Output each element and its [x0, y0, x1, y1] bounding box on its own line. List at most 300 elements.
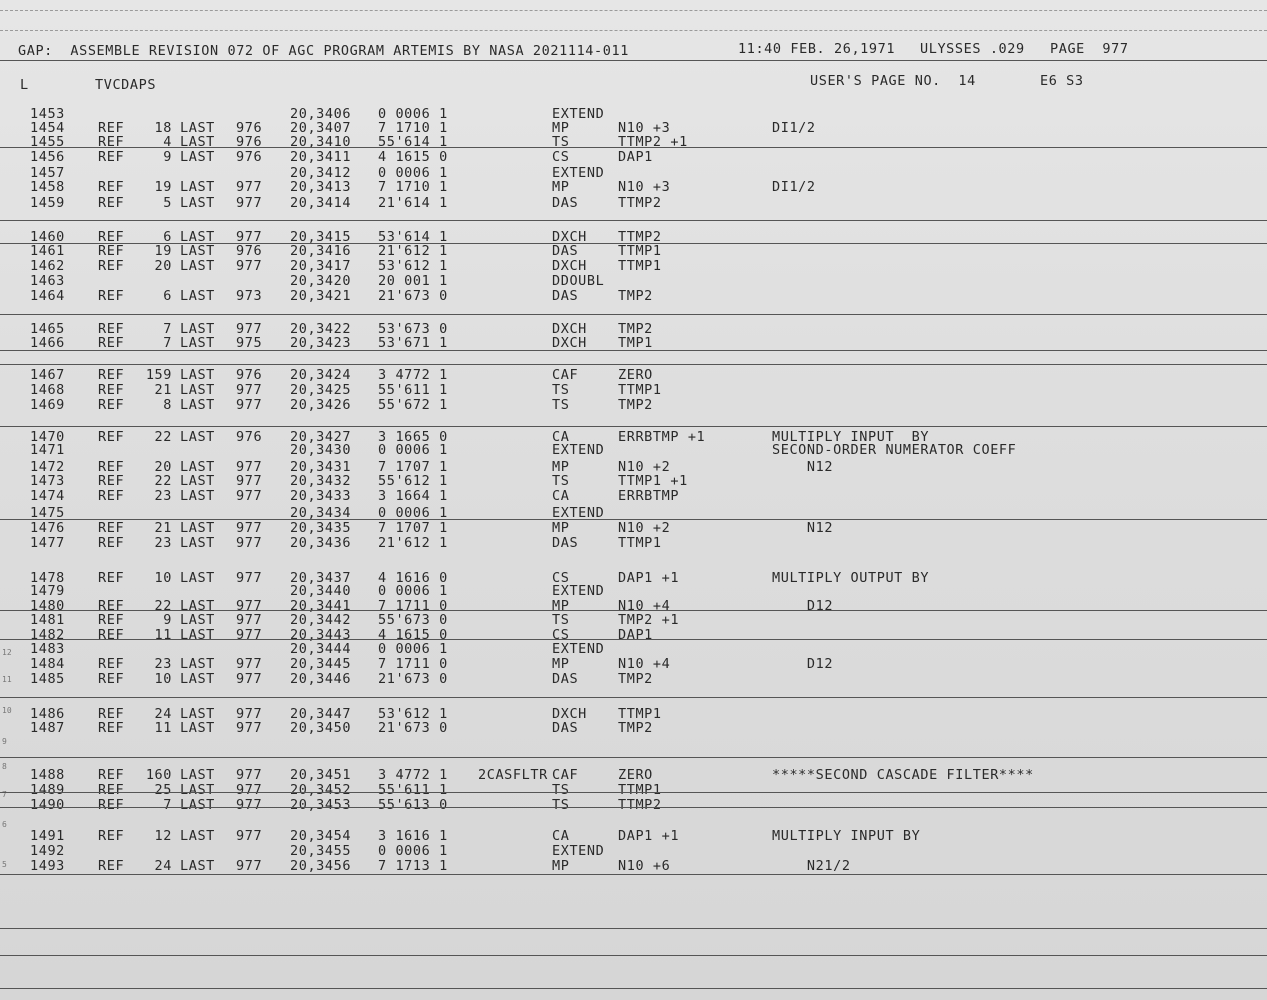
line-num: 1480 — [30, 597, 65, 614]
line-word: 7 1710 1 — [378, 179, 448, 196]
line-comment: N12 — [772, 459, 834, 476]
line-operand: ERRBTMP — [618, 488, 680, 505]
line-num: 1490 — [30, 796, 65, 813]
line-ref: REF — [98, 857, 125, 874]
line-ref: REF — [98, 459, 125, 476]
line-num: 1482 — [30, 626, 65, 643]
line-num: 1453 — [30, 106, 65, 122]
line-op: DXCH — [552, 258, 587, 275]
line-addr: 20,3423 — [290, 335, 352, 352]
line-addr: 20,3454 — [290, 827, 352, 844]
line-lastn: 976 — [236, 367, 263, 384]
line-lastn: 976 — [236, 120, 263, 137]
margin-mark: 9 — [2, 737, 7, 746]
line-op: DAS — [552, 670, 579, 687]
line-operand: TTMP1 — [618, 382, 662, 399]
form-rule — [0, 243, 1267, 244]
form-rule — [0, 874, 1267, 875]
listing-timestamp: 11:40 FEB. 26,1971 — [738, 41, 896, 57]
header-rule — [0, 60, 1267, 61]
line-operand: TTMP1 — [618, 781, 662, 798]
line-ref: REF — [98, 397, 125, 414]
line-ref: REF — [98, 611, 125, 628]
form-rule — [0, 314, 1267, 315]
line-op: MP — [552, 655, 570, 672]
line-op: TS — [552, 382, 570, 399]
line-refn: 23 — [154, 655, 172, 672]
line-lastn: 977 — [236, 719, 263, 736]
line-num: 1462 — [30, 258, 65, 275]
line-word: 53'614 1 — [378, 229, 448, 246]
line-num: 1468 — [30, 382, 65, 399]
line-refn: 12 — [154, 827, 172, 844]
line-num: 1489 — [30, 781, 65, 798]
line-last: LAST — [180, 258, 215, 275]
line-refn: 21 — [154, 520, 172, 537]
line-ref: REF — [98, 781, 125, 798]
line-addr: 20,3430 — [290, 442, 352, 459]
line-op: DXCH — [552, 335, 587, 352]
line-refn: 8 — [163, 397, 172, 414]
line-refn: 5 — [163, 195, 172, 212]
line-addr: 20,3413 — [290, 179, 352, 196]
line-ref: REF — [98, 670, 125, 687]
line-addr: 20,3415 — [290, 229, 352, 246]
line-addr: 20,3447 — [290, 705, 352, 722]
line-op: MP — [552, 520, 570, 537]
line-lastn: 977 — [236, 195, 263, 212]
line-op: TS — [552, 781, 570, 798]
line-op: CA — [552, 827, 570, 844]
line-word: 53'673 0 — [378, 321, 448, 338]
line-operand: TTMP1 — [618, 258, 662, 275]
line-operand: N10 +3 — [618, 120, 671, 137]
form-rule — [0, 10, 1267, 11]
line-num: 1467 — [30, 367, 65, 384]
line-operand: ERRBTMP +1 — [618, 429, 706, 446]
line-num: 1475 — [30, 505, 65, 522]
line-last: LAST — [180, 705, 215, 722]
line-addr: 20,3450 — [290, 719, 352, 736]
line-last: LAST — [180, 796, 215, 813]
line-word: 0 0006 1 — [378, 640, 448, 657]
line-addr: 20,3455 — [290, 842, 352, 859]
line-operand: ZERO — [618, 766, 653, 783]
line-word: 55'614 1 — [378, 134, 448, 151]
line-refn: 10 — [154, 569, 172, 586]
line-num: 1470 — [30, 429, 65, 446]
line-word: 7 1711 0 — [378, 655, 448, 672]
line-lastn: 977 — [236, 705, 263, 722]
line-num: 1457 — [30, 165, 65, 182]
line-word: 55'611 1 — [378, 382, 448, 399]
line-last: LAST — [180, 535, 215, 552]
line-last: LAST — [180, 520, 215, 537]
line-addr: 20,3410 — [290, 134, 352, 151]
line-comment: MULTIPLY OUTPUT BY — [772, 569, 930, 586]
line-last: LAST — [180, 611, 215, 628]
line-num: 1473 — [30, 473, 65, 490]
line-last: LAST — [180, 719, 215, 736]
line-ref: REF — [98, 134, 125, 151]
line-addr: 20,3443 — [290, 626, 352, 643]
line-addr: 20,3421 — [290, 288, 352, 305]
form-rule — [0, 697, 1267, 698]
line-operand: TTMP1 — [618, 243, 662, 260]
line-addr: 20,3436 — [290, 535, 352, 552]
line-ref: REF — [98, 179, 125, 196]
line-addr: 20,3453 — [290, 796, 352, 813]
line-operand: N10 +4 — [618, 597, 671, 614]
line-num: 1461 — [30, 243, 65, 260]
form-rule — [0, 988, 1267, 989]
line-ref: REF — [98, 321, 125, 338]
line-refn: 10 — [154, 670, 172, 687]
line-addr: 20,3425 — [290, 382, 352, 399]
line-lastn: 977 — [236, 488, 263, 505]
margin-mark: 10 — [2, 706, 12, 715]
line-ref: REF — [98, 719, 125, 736]
line-lastn: 977 — [236, 766, 263, 783]
line-last: LAST — [180, 134, 215, 151]
line-operand: N10 +6 — [618, 857, 671, 874]
line-num: 1472 — [30, 459, 65, 476]
line-addr: 20,3412 — [290, 165, 352, 182]
line-op: DAS — [552, 535, 579, 552]
line-lastn: 977 — [236, 535, 263, 552]
line-num: 1466 — [30, 335, 65, 352]
line-num: 1456 — [30, 149, 65, 166]
margin-mark: 5 — [2, 860, 7, 869]
line-op: TS — [552, 397, 570, 414]
line-operand: N10 +4 — [618, 655, 671, 672]
form-rule — [0, 807, 1267, 808]
line-last: LAST — [180, 120, 215, 137]
line-lastn: 977 — [236, 459, 263, 476]
line-word: 7 1711 0 — [378, 597, 448, 614]
line-lastn: 977 — [236, 397, 263, 414]
line-last: LAST — [180, 670, 215, 687]
line-op: CS — [552, 569, 570, 586]
line-comment: DI1/2 — [772, 179, 816, 196]
line-op: EXTEND — [552, 842, 605, 859]
line-op: EXTEND — [552, 106, 605, 122]
line-addr: 20,3445 — [290, 655, 352, 672]
line-refn: 6 — [163, 288, 172, 305]
line-num: 1463 — [30, 273, 65, 290]
line-lastn: 977 — [236, 857, 263, 874]
form-rule — [0, 928, 1267, 929]
line-last: LAST — [180, 429, 215, 446]
section-name: TVCDAPS — [95, 77, 157, 93]
line-operand: ZERO — [618, 367, 653, 384]
line-lastn: 977 — [236, 520, 263, 537]
line-refn: 25 — [154, 781, 172, 798]
line-op: DXCH — [552, 229, 587, 246]
line-refn: 11 — [154, 719, 172, 736]
line-addr: 20,3434 — [290, 505, 352, 522]
line-addr: 20,3424 — [290, 367, 352, 384]
margin-mark: 6 — [2, 820, 7, 829]
line-ref: REF — [98, 120, 125, 137]
line-word: 7 1713 1 — [378, 857, 448, 874]
line-label: 2CASFLTR — [478, 766, 548, 783]
form-rule — [0, 610, 1267, 611]
line-operand: DAP1 — [618, 626, 653, 643]
line-lastn: 977 — [236, 569, 263, 586]
line-op: CAF — [552, 766, 579, 783]
line-op: MP — [552, 120, 570, 137]
line-addr: 20,3433 — [290, 488, 352, 505]
line-op: CA — [552, 429, 570, 446]
line-op: DAS — [552, 288, 579, 305]
line-last: LAST — [180, 857, 215, 874]
form-rule — [0, 350, 1267, 351]
line-refn: 159 — [145, 367, 172, 384]
line-ref: REF — [98, 335, 125, 352]
line-word: 21'612 1 — [378, 243, 448, 260]
line-lastn: 975 — [236, 335, 263, 352]
line-op: TS — [552, 796, 570, 813]
line-addr: 20,3444 — [290, 640, 352, 657]
line-addr: 20,3411 — [290, 149, 352, 166]
line-operand: N10 +2 — [618, 459, 671, 476]
line-comment: D12 — [772, 597, 834, 614]
line-addr: 20,3416 — [290, 243, 352, 260]
line-operand: DAP1 +1 — [618, 827, 680, 844]
line-word: 3 1616 1 — [378, 827, 448, 844]
line-lastn: 977 — [236, 229, 263, 246]
line-addr: 20,3431 — [290, 459, 352, 476]
line-operand: TMP2 +1 — [618, 611, 680, 628]
line-operand: TTMP2 — [618, 796, 662, 813]
line-word: 20 001 1 — [378, 273, 448, 290]
line-op: TS — [552, 134, 570, 151]
line-op: EXTEND — [552, 582, 605, 599]
line-refn: 4 — [163, 134, 172, 151]
line-word: 53'671 1 — [378, 335, 448, 352]
line-op: DAS — [552, 719, 579, 736]
line-op: MP — [552, 179, 570, 196]
line-lastn: 977 — [236, 827, 263, 844]
line-op: DAS — [552, 195, 579, 212]
line-word: 55'613 0 — [378, 796, 448, 813]
line-last: LAST — [180, 781, 215, 798]
form-rule — [0, 30, 1267, 31]
section-marker: L — [20, 77, 29, 93]
line-operand: TMP2 — [618, 719, 653, 736]
line-last: LAST — [180, 195, 215, 212]
line-last: LAST — [180, 827, 215, 844]
line-refn: 160 — [145, 766, 172, 783]
line-lastn: 973 — [236, 288, 263, 305]
line-lastn: 977 — [236, 670, 263, 687]
line-addr: 20,3456 — [290, 857, 352, 874]
line-op: CS — [552, 626, 570, 643]
line-last: LAST — [180, 473, 215, 490]
line-num: 1487 — [30, 719, 65, 736]
line-word: 21'673 0 — [378, 670, 448, 687]
line-comment: *****SECOND CASCADE FILTER**** — [772, 766, 1034, 783]
line-word: 0 0006 1 — [378, 505, 448, 522]
line-addr: 20,3435 — [290, 520, 352, 537]
line-operand: N10 +3 — [618, 179, 671, 196]
line-op: EXTEND — [552, 505, 605, 522]
line-word: 55'611 1 — [378, 781, 448, 798]
line-lastn: 976 — [236, 134, 263, 151]
line-ref: REF — [98, 535, 125, 552]
line-word: 3 4772 1 — [378, 766, 448, 783]
line-last: LAST — [180, 626, 215, 643]
line-ref: REF — [98, 827, 125, 844]
line-op: CA — [552, 488, 570, 505]
line-word: 7 1707 1 — [378, 459, 448, 476]
line-lastn: 977 — [236, 781, 263, 798]
line-word: 4 1615 0 — [378, 626, 448, 643]
line-word: 0 0006 1 — [378, 165, 448, 182]
line-refn: 20 — [154, 459, 172, 476]
line-comment: SECOND-ORDER NUMERATOR COEFF — [772, 442, 1017, 459]
line-ref: REF — [98, 796, 125, 813]
line-addr: 20,3414 — [290, 195, 352, 212]
listing-title: GAP: ASSEMBLE REVISION 072 OF AGC PROGRAM ARTEMIS BY NASA 2021114-011 — [18, 43, 629, 59]
line-num: 1469 — [30, 397, 65, 414]
line-num: 1476 — [30, 520, 65, 537]
line-operand: TMP1 — [618, 335, 653, 352]
line-addr: 20,3422 — [290, 321, 352, 338]
line-word: 3 1665 0 — [378, 429, 448, 446]
line-num: 1465 — [30, 321, 65, 338]
line-num: 1459 — [30, 195, 65, 212]
line-addr: 20,3446 — [290, 670, 352, 687]
line-last: LAST — [180, 335, 215, 352]
line-ref: REF — [98, 569, 125, 586]
line-refn: 7 — [163, 796, 172, 813]
line-lastn: 977 — [236, 473, 263, 490]
line-ref: REF — [98, 766, 125, 783]
line-operand: TTMP2 — [618, 195, 662, 212]
line-num: 1458 — [30, 179, 65, 196]
line-lastn: 977 — [236, 382, 263, 399]
line-refn: 24 — [154, 857, 172, 874]
line-lastn: 977 — [236, 626, 263, 643]
line-ref: REF — [98, 229, 125, 246]
line-addr: 20,3452 — [290, 781, 352, 798]
line-ref: REF — [98, 367, 125, 384]
listing-user: ULYSSES .029 — [920, 41, 1025, 57]
line-num: 1493 — [30, 857, 65, 874]
line-last: LAST — [180, 367, 215, 384]
line-comment: DI1/2 — [772, 120, 816, 137]
line-word: 55'672 1 — [378, 397, 448, 414]
line-operand: TTMP2 — [618, 229, 662, 246]
line-word: 21'673 0 — [378, 719, 448, 736]
line-operand: TTMP1 +1 — [618, 473, 688, 490]
line-ref: REF — [98, 473, 125, 490]
line-refn: 6 — [163, 229, 172, 246]
line-lastn: 977 — [236, 258, 263, 275]
line-word: 7 1707 1 — [378, 520, 448, 537]
line-num: 1486 — [30, 705, 65, 722]
line-num: 1478 — [30, 569, 65, 586]
line-op: CS — [552, 149, 570, 166]
line-addr: 20,3426 — [290, 397, 352, 414]
line-word: 53'612 1 — [378, 705, 448, 722]
line-num: 1491 — [30, 827, 65, 844]
line-num: 1474 — [30, 488, 65, 505]
line-last: LAST — [180, 597, 215, 614]
line-ref: REF — [98, 520, 125, 537]
line-op: EXTEND — [552, 442, 605, 459]
line-operand: N10 +2 — [618, 520, 671, 537]
margin-mark: 8 — [2, 762, 7, 771]
line-lastn: 976 — [236, 149, 263, 166]
line-last: LAST — [180, 321, 215, 338]
line-lastn: 977 — [236, 611, 263, 628]
line-addr: 20,3427 — [290, 429, 352, 446]
line-op: TS — [552, 611, 570, 628]
line-refn: 23 — [154, 535, 172, 552]
margin-mark: 12 — [2, 648, 12, 657]
line-lastn: 977 — [236, 597, 263, 614]
line-num: 1492 — [30, 842, 65, 859]
line-operand: TMP2 — [618, 397, 653, 414]
line-refn: 9 — [163, 611, 172, 628]
line-ref: REF — [98, 597, 125, 614]
line-op: EXTEND — [552, 165, 605, 182]
line-last: LAST — [180, 655, 215, 672]
line-op: DXCH — [552, 705, 587, 722]
line-addr: 20,3432 — [290, 473, 352, 490]
line-comment: N12 — [772, 520, 834, 537]
line-word: 21'614 1 — [378, 195, 448, 212]
line-num: 1483 — [30, 640, 65, 657]
form-rule — [0, 519, 1267, 520]
form-rule — [0, 426, 1267, 427]
line-comment: N21/2 — [772, 857, 851, 874]
line-op: MP — [552, 597, 570, 614]
line-addr: 20,3440 — [290, 582, 352, 599]
line-refn: 22 — [154, 597, 172, 614]
line-num: 1488 — [30, 766, 65, 783]
margin-mark: 11 — [2, 675, 12, 684]
line-comment: MULTIPLY INPUT BY — [772, 827, 921, 844]
line-last: LAST — [180, 382, 215, 399]
line-op: DAS — [552, 243, 579, 260]
line-word: 21'612 1 — [378, 535, 448, 552]
line-refn: 7 — [163, 321, 172, 338]
users-page-number: USER'S PAGE NO. 14 — [810, 73, 976, 89]
line-refn: 22 — [154, 429, 172, 446]
line-addr: 20,3420 — [290, 273, 352, 290]
line-last: LAST — [180, 397, 215, 414]
line-word: 4 1615 0 — [378, 149, 448, 166]
line-word: 0 0006 1 — [378, 842, 448, 859]
line-addr: 20,3406 — [290, 106, 352, 122]
line-ref: REF — [98, 488, 125, 505]
line-last: LAST — [180, 149, 215, 166]
line-num: 1460 — [30, 229, 65, 246]
line-num: 1481 — [30, 611, 65, 628]
line-num: 1484 — [30, 655, 65, 672]
line-operand: TMP2 — [618, 288, 653, 305]
line-refn: 23 — [154, 488, 172, 505]
line-operand: TMP2 — [618, 321, 653, 338]
line-last: LAST — [180, 569, 215, 586]
line-word: 4 1616 0 — [378, 569, 448, 586]
line-word: 0 0006 1 — [378, 106, 448, 122]
line-num: 1454 — [30, 120, 65, 137]
